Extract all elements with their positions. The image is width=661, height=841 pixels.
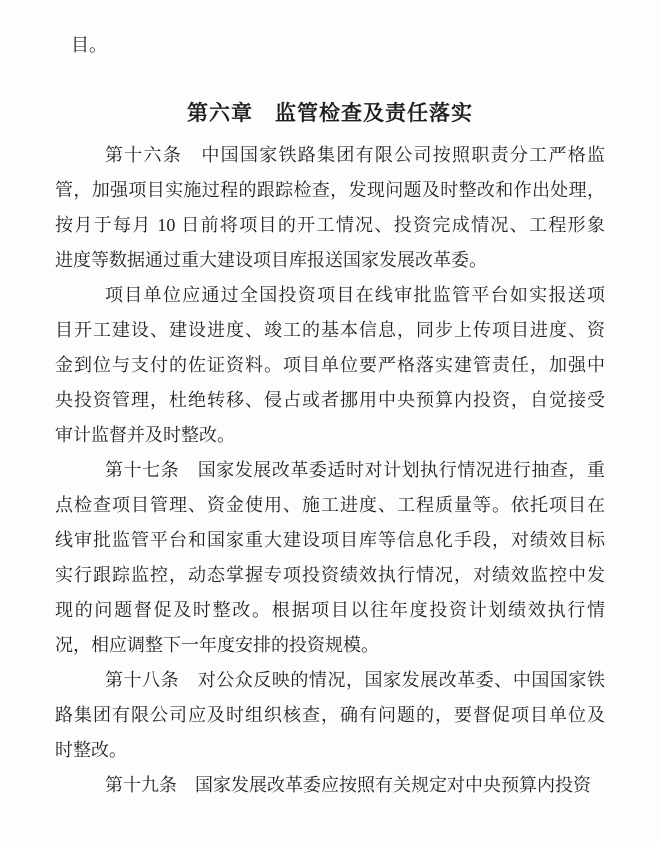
paragraph-project-unit-line-4: 央投资管理，杜绝转移、侵占或者挪用中央预算内投资，自觉接受: [55, 390, 605, 410]
article-17-line-5: 现的问题督促及时整改。根据项目以往年度投资计划绩效执行情: [55, 600, 605, 620]
article-16-line-3: 按月于每月 10 日前将项目的开工情况、投资完成情况、工程形象: [55, 215, 605, 235]
article-17-line-6: 况，相应调整下一年度安排的投资规模。: [55, 635, 379, 655]
article-17-line-1: 第十七条 国家发展改革委适时对计划执行情况进行抽查，重: [105, 460, 605, 480]
article-18-line-2: 路集团有限公司应及时组织核查，确有问题的，要督促项目单位及: [55, 705, 605, 725]
article-16-line-2: 管，加强项目实施过程的跟踪检查，发现问题及时整改和作出处理，: [55, 180, 605, 200]
paragraph-project-unit-line-2: 目开工建设、建设进度、竣工的基本信息，同步上传项目进度、资: [55, 320, 605, 340]
article-18-line-3: 时整改。: [55, 740, 127, 760]
article-17-line-2: 点检查项目管理、资金使用、施工进度、工程质量等。依托项目在: [55, 495, 605, 515]
article-17-line-3: 线审批监管平台和国家重大建设项目库等信息化手段，对绩效目标: [55, 530, 605, 550]
paragraph-project-unit-line-3: 金到位与支付的佐证资料。项目单位要严格落实建管责任，加强中: [55, 355, 605, 375]
article-16-line-4: 进度等数据通过重大建设项目库报送国家发展改革委。: [55, 250, 487, 270]
continuation-text: 目。: [71, 35, 107, 55]
article-17-line-4: 实行跟踪监控，动态掌握专项投资绩效执行情况，对绩效监控中发: [55, 565, 605, 585]
chapter-heading: 第六章 监管检查及责任落实: [187, 102, 473, 125]
document-body: [55, 138, 605, 803]
article-16-line-1: 第十六条 中国国家铁路集团有限公司按照职责分工严格监: [105, 145, 605, 165]
paragraph-project-unit-line-1: 项目单位应通过全国投资项目在线审批监管平台如实报送项: [105, 285, 605, 305]
paragraph-project-unit-line-5: 审计监督并及时整改。: [55, 425, 235, 445]
article-19-line-1: 第十九条 国家发展改革委应按照有关规定对中央预算内投资: [105, 775, 591, 795]
article-18-line-1: 第十八条 对公众反映的情况，国家发展改革委、中国国家铁: [105, 670, 605, 690]
